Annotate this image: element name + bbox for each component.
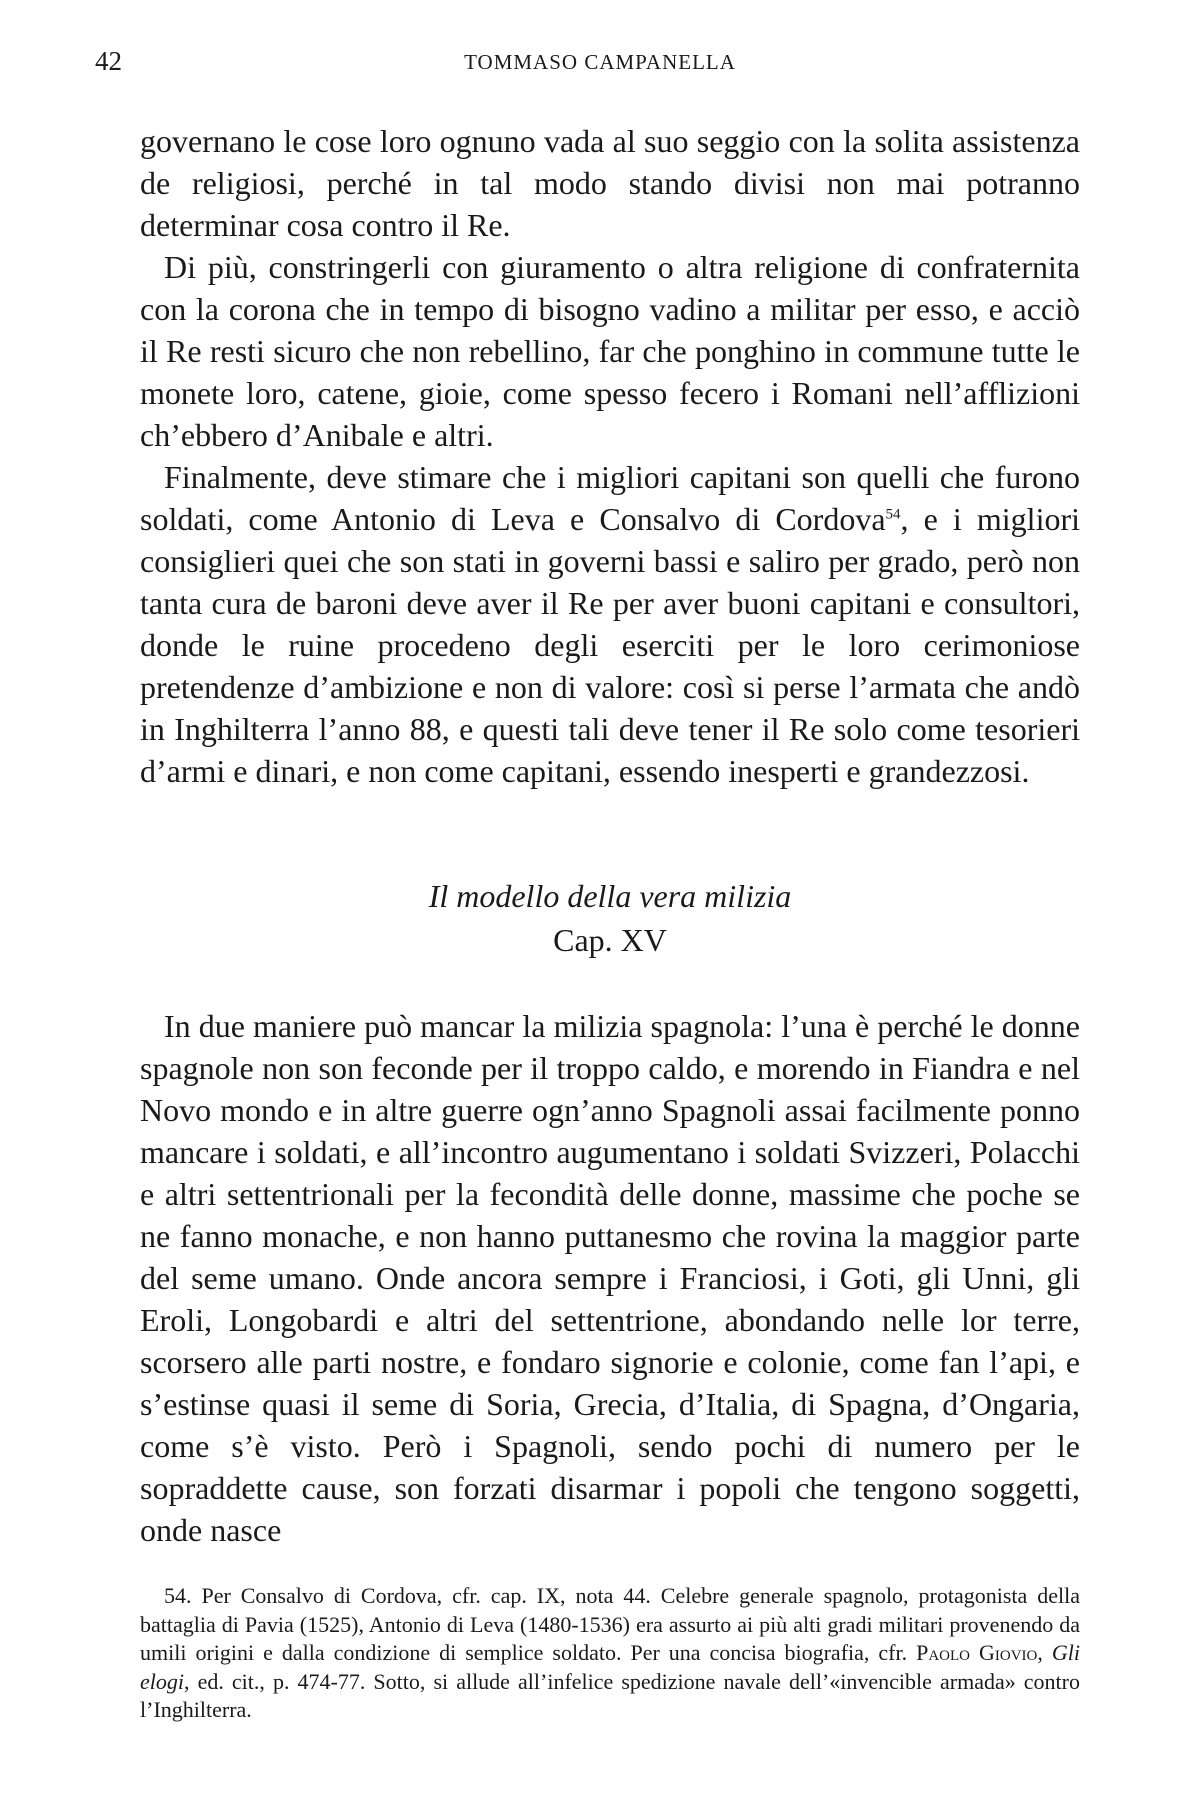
footnote-work: Gli elogi bbox=[140, 1640, 1080, 1694]
footnote-author: Paolo Giovio bbox=[916, 1640, 1038, 1665]
running-title: TOMMASO CAMPANELLA bbox=[464, 50, 736, 74]
paragraph-text: Finalmente, deve stimare che i migliori capitani son quelli che furono soldati, come Antonio di Leva e Consalvo di Cordova bbox=[140, 459, 1080, 537]
running-head bbox=[0, 46, 1200, 82]
paragraph-continuation: governano le cose loro ognuno vada al suo seggio con la solita assistenza de religiosi, perché in tal modo stando divisi non mai potranno determinar cosa contro il Re. bbox=[140, 123, 1080, 243]
footnote-54: 54. Per Consalvo di Cordova, cfr. cap. IX, nota 44. Celebre generale spagnolo, protagonista della battaglia di Pavia (1525), Antonio di Leva (1480-1536) era assurto ai più alti gradi militari provenendo da umili origini e dalla condizione di semplice soldato. Per una concisa biografia, cfr. Paolo Giovio, Gli elogi, ed. cit., p. 474-77. Sotto, si allude all’infelice spedizione navale dell’«invencible armada» contro l’Inghilterra. bbox=[140, 1583, 1080, 1722]
chapter-number: Cap. XV bbox=[553, 922, 667, 958]
paragraph-militia: In due maniere può mancar la milizia spagnola: l’una è perché le donne spagnole non son feconde per il troppo caldo, e morendo in Fiandra e nel Novo mondo e in altre guerre ogn’anno Spagnoli assai facilmente ponno mancare i soldati, e all’incontro augumentano i soldati Svizzeri, Polacchi e altri settentrionali per la fecondità delle donne, massime che poche se ne fanno monache, e non hanno puttanesmo che rovina la maggior parte del seme umano. Onde ancora sempre i Franciosi, i Goti, gli Unni, gli Eroli, Longobardi e altri del settentrione, abondando nelle lor terre, scorsero alle parti nostre, e fondaro signorie e colonie, come fan l’api, e s’estinse quasi il seme di Soria, Grecia, d’Italia, di Spagna, d’Ongaria, come s’è visto. Però i Spagnoli, sendo pochi di numero per le sopraddette cause, son forzati disarmar i popoli che tengono soggetti, onde nasce bbox=[140, 1008, 1080, 1548]
paragraph-captains bbox=[140, 456, 1080, 792]
page-number: 42 bbox=[95, 46, 122, 76]
footnotes bbox=[140, 1582, 1080, 1725]
chapter-title: Il modello della vera milizia bbox=[428, 878, 792, 914]
footnote-text: Per Consalvo di Cordova, cfr. cap. IX, nota 44. Celebre generale spagnolo, protagonista della battaglia di Pavia (1525), Antonio di Leva (1480-1536) era assurto ai più alti gradi militari provenendo da umili origini e dalla condizione di semplice soldato. Per una concisa biografia, cfr. bbox=[140, 1583, 1080, 1665]
body-text bbox=[140, 120, 1080, 792]
paragraph-text: , e i migliori consiglieri quei che son stati in governi bassi e saliro per grado, però non tanta cura de baroni deve aver il Re per aver buoni capitani e consultori, donde le ruine procedeno degli eserciti per le loro cerimoniose pretendenze d’ambizione e non di valore: così si perse l’armata che andò in Inghilterra l’anno 88, e questi tali deve tener il Re solo come tesorieri d’armi e dinari, e non come capitani, essendo inesperti e grandezzosi. bbox=[140, 501, 1081, 789]
paragraph-oath: Di più, constringerli con giuramento o altra religione di confraternita con la corona che in tempo di bisogno vadino a militar per esso, e acciò il Re resti sicuro che non rebellino, far che ponghino in commune tutte le monete loro, catene, gioie, come spesso fecero i Romani nell’afflizioni ch’ebbero d’Anibale e altri. bbox=[140, 249, 1080, 453]
footnote-reference: 54 bbox=[885, 506, 901, 523]
chapter-body bbox=[140, 1005, 1080, 1551]
chapter-heading bbox=[140, 875, 1080, 961]
footnote-number: 54. bbox=[164, 1583, 192, 1608]
footnote-text: , ed. cit., p. 474-77. Sotto, si allude all’infelice spedizione navale dell’«invencible armada» contro l’Inghilterra. bbox=[140, 1668, 1080, 1722]
